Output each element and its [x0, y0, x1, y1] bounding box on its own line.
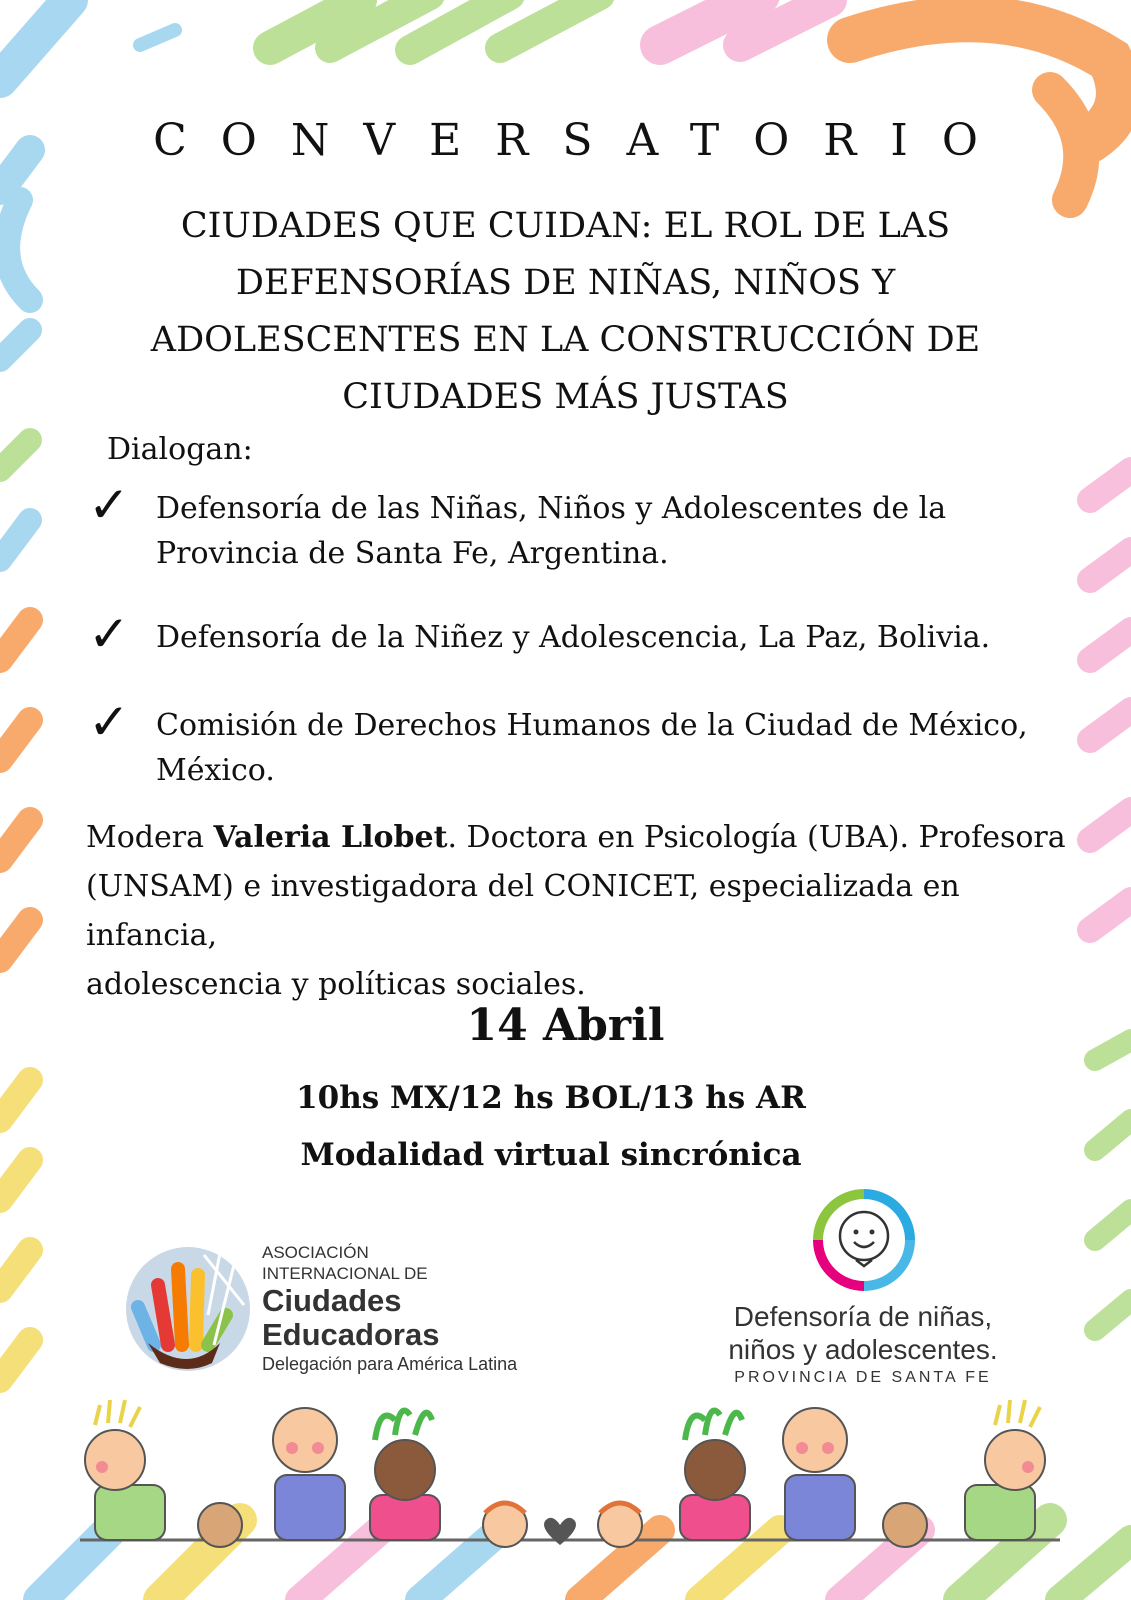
dialogan-label: Dialogan: — [107, 432, 253, 467]
participant-item — [88, 693, 1048, 793]
participant-text — [156, 703, 1028, 793]
participant-line: Comisión de Derechos Humanos de la Ciudad de México, — [156, 708, 1028, 743]
participant-item — [88, 605, 1048, 663]
subtitle-line: CIUDADES QUE CUIDAN: EL ROL DE LAS — [180, 206, 951, 246]
participant-line: Provincia de Santa Fe, Argentina. — [156, 536, 669, 571]
page-title: CONVERSATORIO — [153, 115, 1012, 166]
child-figure — [598, 1503, 642, 1547]
ciudades-educadoras-logo-icon — [124, 1245, 252, 1373]
child-figure — [198, 1503, 242, 1547]
moderator-prefix: Modera — [86, 820, 214, 855]
child-figure — [783, 1408, 855, 1540]
child-figure — [273, 1408, 345, 1540]
moderator-text: adolescencia y políticas sociales. — [86, 967, 586, 1002]
defensoria-smiley-logo-icon — [812, 1188, 916, 1292]
moderator-text: (UNSAM) e investigadora del CONICET, especializada en infancia, — [86, 869, 960, 953]
check-icon: ✓ — [88, 605, 130, 663]
child-figure — [965, 1400, 1045, 1540]
participant-text — [156, 486, 946, 576]
participant-line: México. — [156, 753, 275, 788]
logo-left-name: Educadoras — [262, 1317, 440, 1352]
moderator-text: . Doctora en Psicología (UBA). Profesora — [447, 820, 1066, 855]
children-illustration — [0, 1385, 1131, 1600]
child-figure — [680, 1411, 750, 1541]
child-figure — [483, 1503, 527, 1547]
check-icon: ✓ — [88, 693, 130, 751]
check-icon: ✓ — [88, 476, 130, 534]
logo-right-line: niños y adolescentes. — [728, 1334, 998, 1365]
logo-left-line: INTERNACIONAL DE — [262, 1264, 428, 1283]
logo-left-name: Ciudades — [262, 1283, 402, 1318]
child-figure — [883, 1503, 927, 1547]
subtitle-line: CIUDADES MÁS JUSTAS — [342, 377, 789, 417]
child-figure — [370, 1411, 440, 1541]
moderator-paragraph — [86, 813, 1071, 1009]
child-figure — [85, 1400, 165, 1540]
event-date: 14 Abril — [466, 1000, 665, 1051]
event-mode: Modalidad virtual sincrónica — [300, 1137, 802, 1173]
event-time: 10hs MX/12 hs BOL/13 hs AR — [296, 1080, 806, 1116]
logo-left-line: ASOCIACIÓN — [262, 1243, 369, 1262]
logo-left-text — [262, 1242, 562, 1284]
participant-text — [156, 615, 990, 660]
subtitle-line: ADOLESCENTES EN LA CONSTRUCCIÓN DE — [150, 320, 981, 360]
moderator-name: Valeria Llobet — [213, 820, 448, 855]
participant-item — [88, 476, 1048, 576]
event-subtitle — [120, 198, 1011, 426]
logo-right-line: Defensoría de niñas, — [733, 1301, 993, 1332]
logo-right-province: PROVINCIA DE SANTA FE — [734, 1369, 992, 1386]
logo-left-tagline: Delegación para América Latina — [262, 1354, 518, 1374]
subtitle-line: DEFENSORÍAS DE NIÑAS, NIÑOS Y — [235, 263, 896, 303]
participant-line: Defensoría de la Niñez y Adolescencia, La Paz, Bolivia. — [156, 620, 991, 655]
participant-line: Defensoría de las Niñas, Niños y Adolescentes de la — [156, 491, 947, 526]
